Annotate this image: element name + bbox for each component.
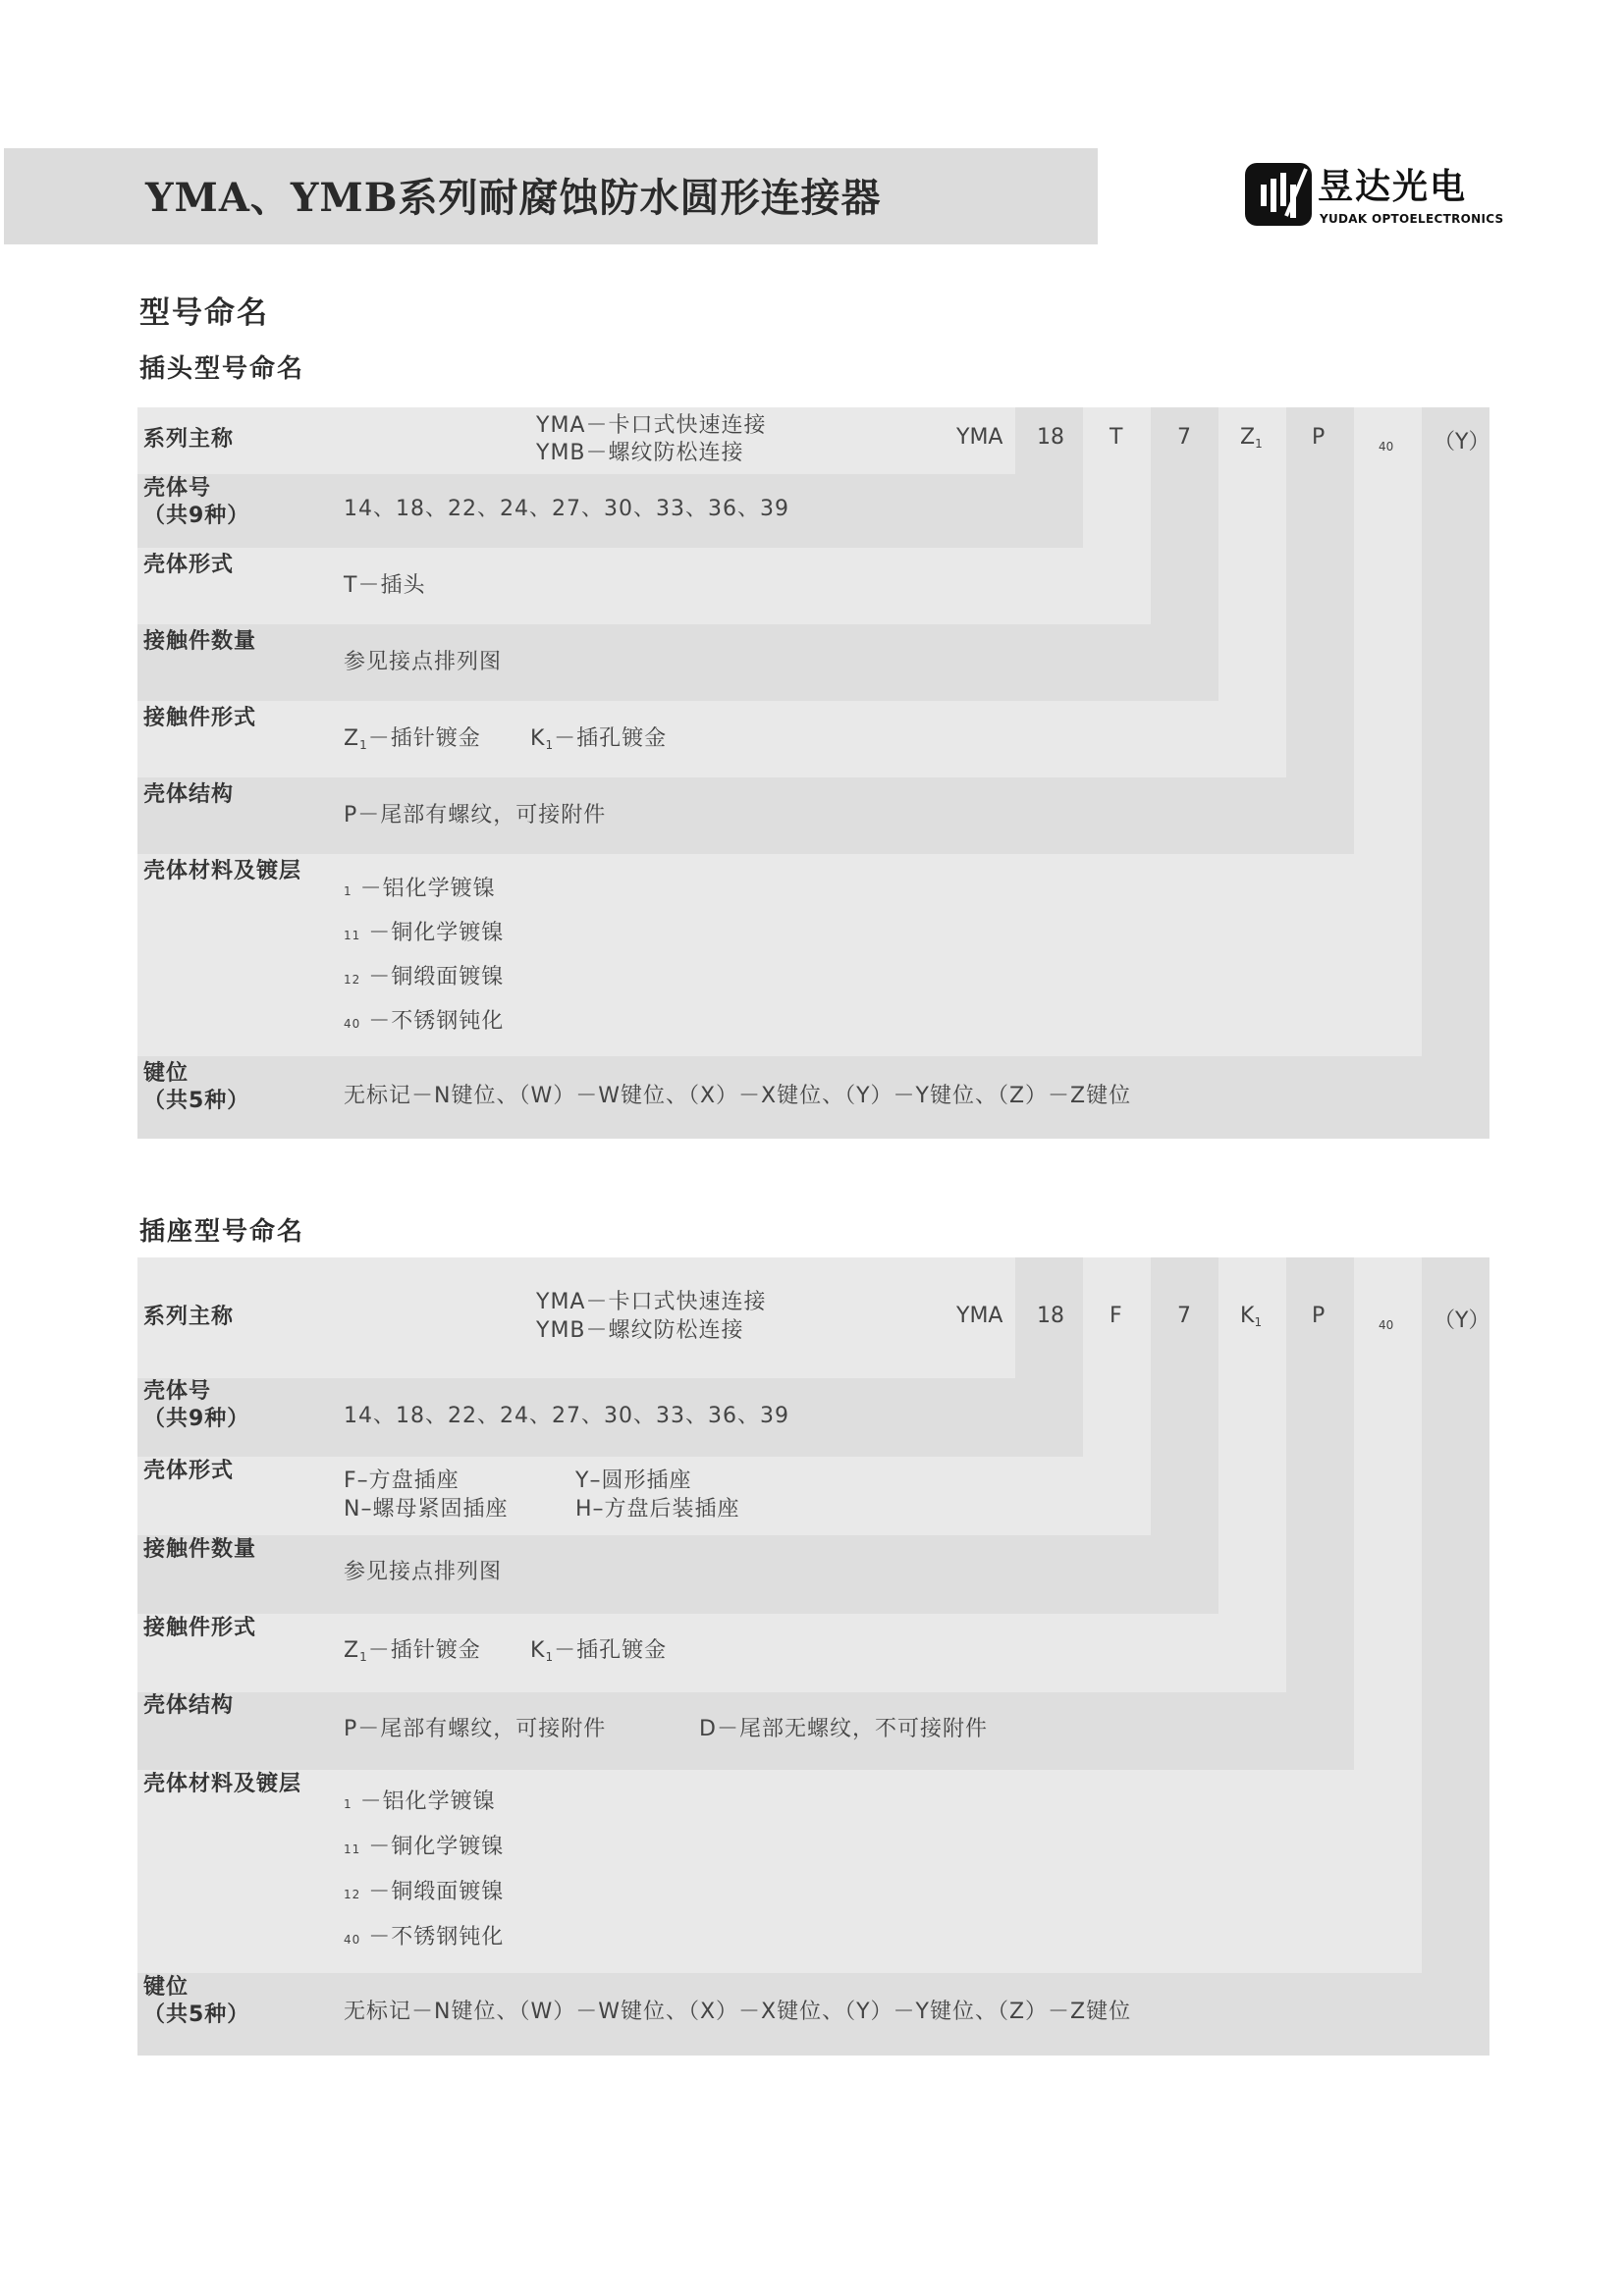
- socket-structure-p: P－尾部有螺纹，可接附件: [344, 1717, 607, 1741]
- plug-material-item: 11 －铜化学镀镍: [344, 921, 505, 945]
- plug-key-label: 键位 （共5种）: [143, 1061, 250, 1113]
- plug-series-label: 系列主称: [143, 427, 235, 452]
- socket-shell-form-label: 壳体形式: [143, 1459, 235, 1483]
- plug-material-item: 1 －铝化学镀镍: [344, 877, 496, 901]
- plug-row-shell-form: [137, 548, 1151, 624]
- socket-series-desc-1: YMA－卡口式快速连接: [536, 1290, 767, 1314]
- socket-code-shell: 18: [1037, 1304, 1064, 1328]
- plug-code-structure: P: [1312, 425, 1326, 450]
- plug-material-item: 40 －不锈钢钝化: [344, 1009, 505, 1034]
- socket-contact-form-k: $K_1-$插孔镀金: [530, 1638, 668, 1664]
- section-title: 型号命名: [139, 295, 269, 331]
- logo-name: 昱达光电: [1318, 167, 1468, 207]
- plug-row-structure: [137, 777, 1354, 854]
- socket-table-title: 插座型号命名: [139, 1217, 305, 1247]
- socket-structure-d: D－尾部无螺纹，不可接附件: [699, 1717, 988, 1741]
- socket-shell-form-h: H–方盘后装插座: [575, 1497, 740, 1522]
- plug-contact-form-label: 接触件形式: [143, 706, 257, 730]
- plug-code-shell: 18: [1037, 425, 1064, 450]
- socket-contact-form-label: 接触件形式: [143, 1616, 257, 1640]
- plug-code-material: 40: [1379, 440, 1394, 454]
- socket-contact-count-label: 接触件数量: [143, 1537, 257, 1562]
- plug-row-contact-count: [137, 624, 1218, 701]
- socket-shell-form-n: N–螺母紧固插座: [344, 1497, 509, 1522]
- plug-code-contact: $Z_1$: [1240, 425, 1263, 451]
- plug-row-material: [137, 854, 1422, 1056]
- socket-shell-form-y: Y–圆形插座: [575, 1468, 692, 1493]
- logo-subtitle: YUDAK OPTOELECTRONICS: [1320, 212, 1504, 226]
- yudak-logo-icon: [1243, 157, 1314, 232]
- plug-code-form: T: [1110, 425, 1123, 450]
- plug-contact-count-value: 参见接点排列图: [344, 650, 503, 674]
- socket-shell-form-f: F–方盘插座: [344, 1468, 460, 1493]
- plug-series-desc-1: YMA－卡口式快速连接: [536, 413, 767, 438]
- socket-structure-label: 壳体结构: [143, 1693, 235, 1718]
- plug-contact-count-label: 接触件数量: [143, 629, 257, 654]
- socket-row-material: [137, 1770, 1422, 1973]
- plug-shell-size-label: 壳体号 （共9种）: [143, 476, 250, 528]
- socket-material-item: 1 －铝化学镀镍: [344, 1789, 496, 1814]
- plug-structure-p: P－尾部有螺纹，可接附件: [344, 803, 607, 828]
- socket-series-desc-2: YMB－螺纹防松连接: [536, 1318, 744, 1343]
- socket-material-item: 12 －铜缎面镀镍: [344, 1880, 505, 1904]
- socket-shell-sizes: 14、18、22、24、27、30、33、36、39: [344, 1404, 789, 1428]
- plug-code-series: YMA: [956, 425, 1003, 450]
- socket-code-series: YMA: [956, 1304, 1003, 1328]
- socket-shell-size-label: 壳体号 （共9种）: [143, 1379, 250, 1431]
- socket-material-item: 40 －不锈钢钝化: [344, 1925, 505, 1949]
- plug-row-contact-form: [137, 701, 1286, 777]
- socket-series-label: 系列主称: [143, 1305, 235, 1329]
- socket-code-form: F: [1110, 1304, 1122, 1328]
- socket-key-label: 键位 （共5种）: [143, 1975, 250, 2027]
- socket-code-structure: P: [1312, 1304, 1326, 1328]
- page-title: YMA、YMB系列耐腐蚀防水圆形连接器: [145, 175, 882, 221]
- plug-shell-form-value: T－插头: [344, 573, 426, 598]
- socket-key-value: 无标记－N键位、（W）－W键位、（X）－X键位、（Y）－Y键位、（Z）－Z键位: [344, 2000, 1132, 2024]
- socket-code-contact: $K_1$: [1240, 1304, 1263, 1329]
- plug-material-label: 壳体材料及镀层: [143, 859, 302, 883]
- plug-series-desc-2: YMB－螺纹防松连接: [536, 441, 744, 465]
- plug-shell-form-label: 壳体形式: [143, 553, 235, 577]
- plug-table-title: 插头型号命名: [139, 354, 305, 384]
- plug-contact-form-k: $K_1-$插孔镀金: [530, 726, 668, 752]
- socket-code-material: 40: [1379, 1318, 1394, 1332]
- socket-material-item: 11 －铜化学镀镍: [344, 1835, 505, 1859]
- socket-contact-count-value: 参见接点排列图: [344, 1560, 503, 1584]
- socket-row-contact-count: [137, 1535, 1218, 1614]
- plug-contact-form-z: $Z_1-$插针镀金: [344, 726, 481, 752]
- plug-shell-sizes: 14、18、22、24、27、30、33、36、39: [344, 497, 789, 521]
- plug-material-item: 12 －铜缎面镀镍: [344, 965, 505, 989]
- plug-code-key: （Y）: [1434, 430, 1490, 454]
- socket-code-count: 7: [1177, 1304, 1191, 1328]
- socket-contact-form-z: $Z_1-$插针镀金: [344, 1638, 481, 1664]
- company-logo: [1243, 157, 1504, 232]
- socket-row-contact-form: [137, 1614, 1286, 1692]
- socket-code-key: （Y）: [1434, 1308, 1490, 1333]
- plug-key-value: 无标记－N键位、（W）－W键位、（X）－X键位、（Y）－Y键位、（Z）－Z键位: [344, 1084, 1132, 1108]
- socket-material-label: 壳体材料及镀层: [143, 1772, 302, 1796]
- plug-code-count: 7: [1177, 425, 1191, 450]
- plug-structure-label: 壳体结构: [143, 782, 235, 807]
